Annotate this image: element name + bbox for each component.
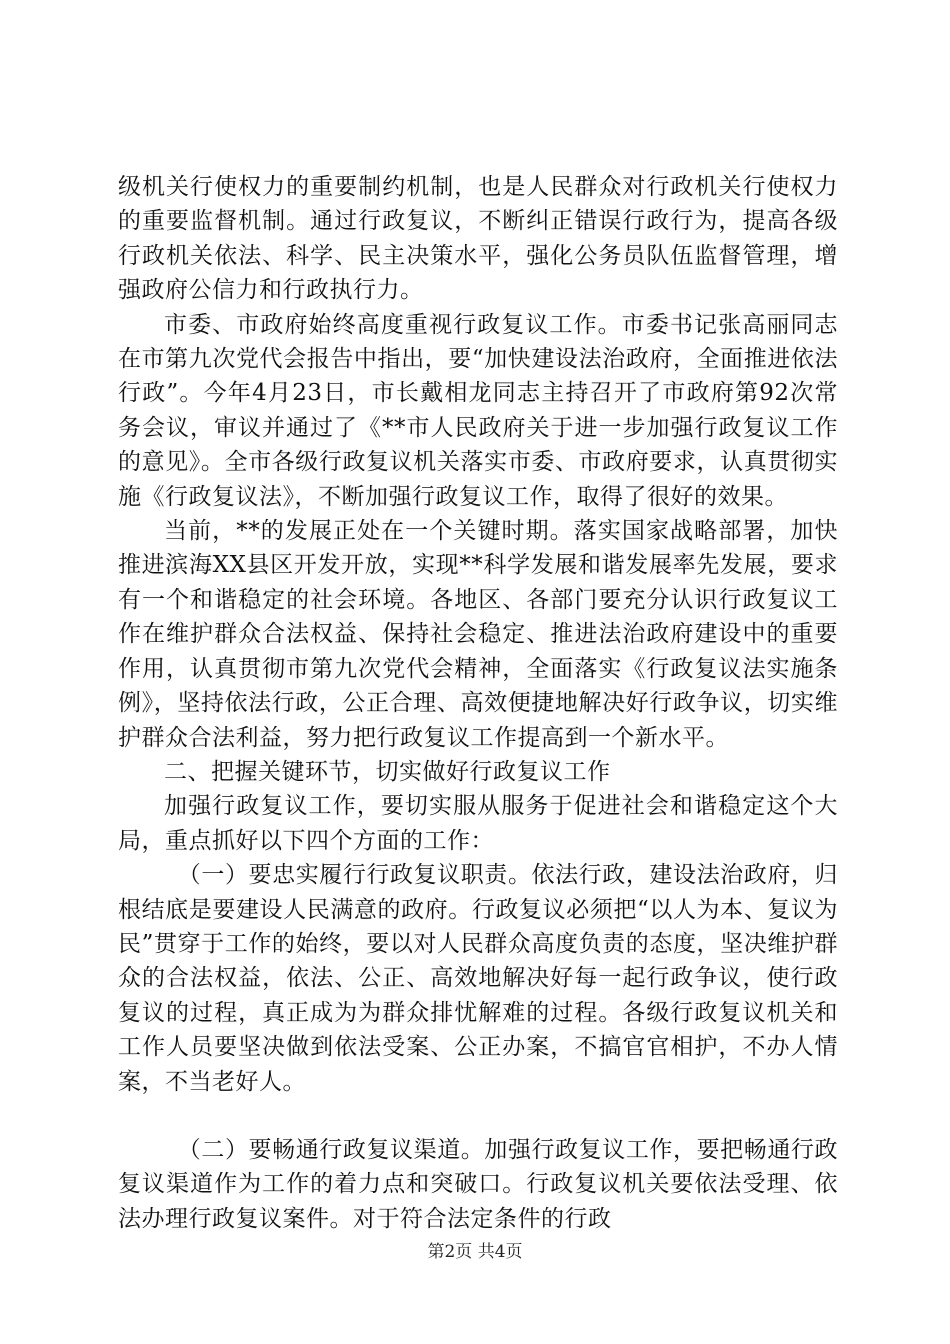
paragraph-item-one: （一）要忠实履行行政复议职责。依法行政，建设法治政府，归根结底是要建设人民满意的政府。行政复议必须把“以人为本、复议为民”贯穿于工作的始终，要以对人民群众高度负责的态度，坚决维护群众的合法权益，依法、公正、高效地解决好每一起行政争议，使行政复议的过程，真正成为为群众排忧解难的过程。各级行政复议机关和工作人员要坚决做到依法受案、公正办案，不搞官官相护，不办人情案，不当老好人。 <box>118 862 838 1095</box>
paragraph-four-aspects-intro: 加强行政复议工作，要切实服从服务于促进社会和谐稳定这个大局，重点抓好以下四个方面的工作： <box>118 793 838 854</box>
paragraph-item-two: （二）要畅通行政复议渠道。加强行政复议工作，要把畅通行政复议渠道作为工作的着力点和突破口。行政复议机关要依法受理、依法办理行政复议案件。对于符合法定条件的行政 <box>118 1136 838 1232</box>
paragraph-current-situation: 当前，**的发展正处在一个关键时期。落实国家战略部署，加快推进滨海XX县区开发开放，实现**科学发展和谐发展率先发展，要求有一个和谐稳定的社会环境。各地区、各部门要充分认识行政复议工作在维护群众合法权益、保持社会稳定、推进法治政府建设中的重要作用，认真贯彻市第九次党代会精神，全面落实《行政复议法实施条例》，坚持依法行政，公正合理、高效便捷地解决好行政争议，切实维护群众合法利益，努力把行政复议工作提高到一个新水平。 <box>118 518 838 751</box>
page-footer: 第2页 共4页 <box>427 1242 523 1262</box>
document-body <box>118 170 838 1236</box>
section-heading: 二、把握关键环节，切实做好行政复议工作 <box>164 758 611 785</box>
paragraph-municipal-emphasis: 市委、市政府始终高度重视行政复议工作。市委书记张高丽同志在市第九次党代会报告中指出，要“加快建设法治政府，全面推进依法行政”。今年4月23日，市长戴相龙同志主持召开了市政府第92次常务会议，审议并通过了《**市人民政府关于进一步加强行政复议工作的意见》。全市各级行政复议机关落实市委、市政府要求，认真贯彻实施《行政复议法》，不断加强行政复议工作，取得了很好的效果。 <box>118 311 838 510</box>
paragraph-continuation: 级机关行使权力的重要制约机制，也是人民群众对行政机关行使权力的重要监督机制。通过行政复议，不断纠正错误行政行为，提高各级行政机关依法、科学、民主决策水平，强化公务员队伍监督管理，增强政府公信力和行政执行力。 <box>118 174 838 304</box>
